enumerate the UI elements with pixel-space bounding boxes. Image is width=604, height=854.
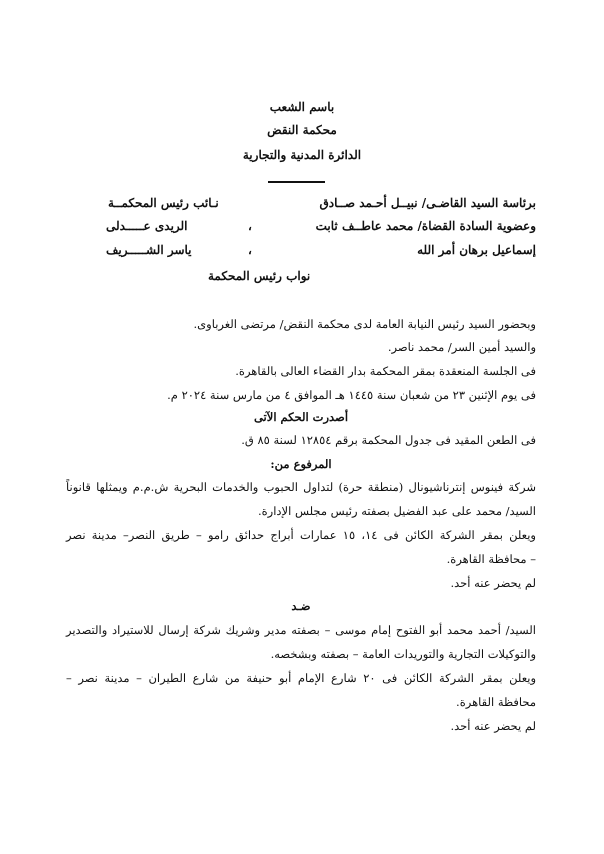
appeal-paragraph: فى الطعن المقيد فى جدول المحكمة برقم ١٢٨٥٤ لسنة ٨٥ ق.: [241, 433, 536, 447]
respondent-line-2: والتوكيلات التجارية والتوريدات العامة – بصفته وبشخصه.: [270, 647, 536, 661]
appellant-address-line-2: – محافظة القاهرة.: [446, 552, 536, 566]
date-paragraph: فى يوم الإثنين ٢٣ من شعبان سنة ١٤٤٥ هـ الموافق ٤ من مارس سنة ٢٠٢٤ م.: [167, 388, 536, 402]
bench-member-4: ياسر الشـــــريف: [106, 243, 192, 257]
bench-member-1: وعضوية السادة القضاة/ محمد عاطــف ثابت: [315, 219, 536, 233]
respondent-address-line-2: محافظة القاهرة.: [456, 695, 536, 709]
attendance-paragraph: وبحضور السيد رئيس النيابة العامة لدى محكمة النقض/ مرتضى الغرباوى.: [193, 317, 536, 331]
bench-presiding: برئاسة السيد القاضـى/ نبيــل أحـمد صــادق: [319, 196, 536, 210]
bench-member-3: إسماعيل برهان أمر الله: [417, 243, 536, 257]
header-court-name: محكمة النقض: [267, 123, 337, 137]
ruling-heading: أصدرت الحكم الآتى: [253, 410, 349, 424]
header-in-the-name-of-the-people: باسم الشعب: [269, 100, 335, 114]
filed-by-heading: المرفوع من:: [270, 457, 332, 471]
appellant-absent: لم يحضر عنه أحد.: [450, 576, 536, 590]
bench-separator: ،: [248, 243, 252, 257]
secretary-paragraph: والسيد أمين السر/ محمد ناصر.: [387, 340, 536, 354]
appellant-line-1: شركة فينوس إنترناشيونال (منطقة حرة) لتداول الحبوب والخدمات البحرية ش.م.م ويمثلها قانوناً: [66, 480, 536, 494]
appellant-address-line-1: ويعلن بمقر الشركة الكائن فى ١٤، ١٥ عمارات أبراج حدائق رامو – طريق النصر– مدينة نصر: [66, 528, 536, 542]
header-circuit-name: الدائرة المدنية والتجارية: [242, 148, 362, 162]
bench-member-2: الريدى عـــــدلى: [106, 219, 188, 233]
against-heading: ضـد: [291, 599, 311, 613]
respondent-absent: لم يحضر عنه أحد.: [450, 719, 536, 733]
session-paragraph: فى الجلسة المنعقدة بمقر المحكمة بدار القضاء العالى بالقاهرة.: [235, 364, 536, 378]
appellant-line-2: السيد/ محمد على عبد الفضيل بصفته رئيس مجلس الإدارة.: [257, 504, 536, 518]
bench-deputies-label: نواب رئيس المحكمة: [208, 269, 311, 283]
header-divider: [268, 181, 325, 183]
respondent-line-1: السيد/ أحمد محمد أبو الفتوح إمام موسى – بصفته مدير وشريك شركة إرسال للاستيراد والتصدير: [66, 623, 536, 637]
bench-separator: ،: [248, 219, 252, 233]
respondent-address-line-1: ويعلن بمقر الشركة الكائن فى ٢٠ شارع الإمام أبو حنيفة من شارع الطيران – مدينة نصر –: [66, 671, 537, 685]
bench-presiding-title: نـائب رئيس المحكمــة: [108, 196, 219, 210]
